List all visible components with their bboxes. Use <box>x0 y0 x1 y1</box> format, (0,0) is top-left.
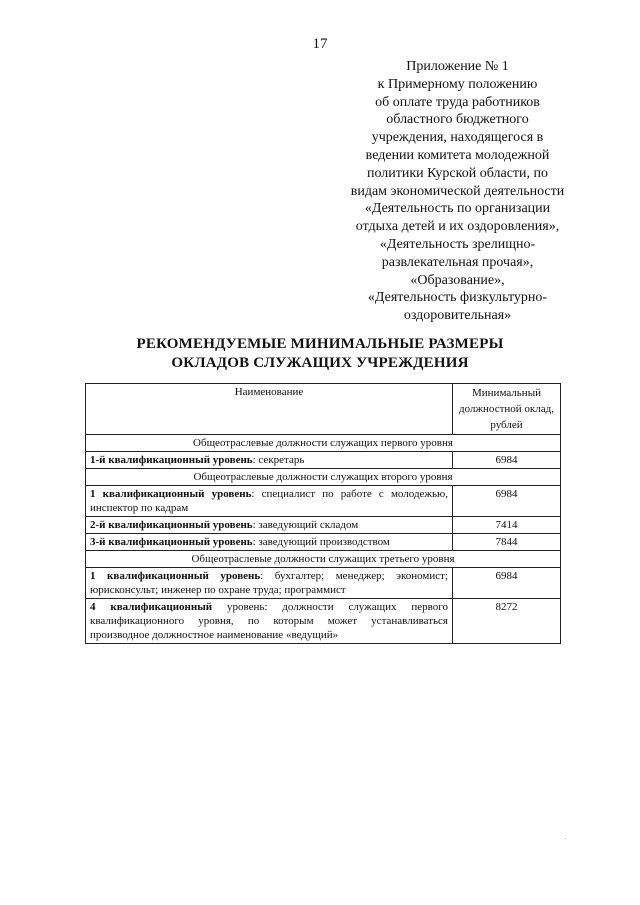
position-text: : бухгалтер; менеджер; экономист; юрисконсульт; инженер по охране труда; программист <box>90 570 448 596</box>
group-heading: Общеотраслевые должности служащих первого уровня <box>86 435 561 452</box>
table-row <box>86 517 561 534</box>
salary-value: 6984 <box>453 568 561 599</box>
group-heading: Общеотраслевые должности служащих второго уровня <box>86 469 561 486</box>
title-line-2: ОКЛАДОВ СЛУЖАЩИХ УЧРЕЖДЕНИЯ <box>171 355 469 371</box>
qualification-level: 1 квалификационный уровень <box>90 488 252 500</box>
appendix-header <box>330 58 585 325</box>
table-row <box>86 486 561 517</box>
appendix-line: отдыха детей и их оздоровления», <box>355 219 560 235</box>
qualification-level: 4 квалификационный <box>90 601 213 613</box>
appendix-line: «Деятельность по организации <box>364 201 551 217</box>
scan-speck <box>565 838 566 839</box>
qualification-level: 2-й квалификационный уровень <box>90 519 253 531</box>
title-line-1: РЕКОМЕНДУЕМЫЕ МИНИМАЛЬНЫЕ РАЗМЕРЫ <box>136 336 504 352</box>
table-row <box>86 452 561 469</box>
header-salary-line: должностной оклад, <box>459 403 554 415</box>
appendix-line: об оплате труда работников <box>375 94 540 110</box>
appendix-line: оздоровительная» <box>403 308 512 324</box>
group-row <box>86 551 561 568</box>
appendix-line: видам экономической деятельности <box>350 183 565 199</box>
table-row <box>86 568 561 599</box>
appendix-line: «Образование», <box>410 272 505 288</box>
position-description <box>86 517 453 534</box>
page-number: 17 <box>312 36 328 52</box>
appendix-line: учреждения, находящегося в <box>371 130 544 146</box>
salary-table <box>85 383 561 644</box>
table-row <box>86 534 561 551</box>
position-description <box>86 568 453 599</box>
salary-value: 7844 <box>453 534 561 551</box>
salary-value: 6984 <box>453 486 561 517</box>
appendix-line: «Деятельность физкультурно- <box>367 290 548 306</box>
appendix-line: Приложение № 1 <box>406 59 509 74</box>
position-description <box>86 599 453 644</box>
appendix-line: ведении комитета молодежной <box>365 147 550 163</box>
appendix-line: к Примерному положению <box>377 76 538 92</box>
document-title <box>0 335 640 373</box>
table-header-row <box>86 384 561 435</box>
appendix-line: развлекательная прочая», <box>381 254 534 270</box>
position-text: : заведующий складом <box>252 519 359 531</box>
qualification-level: 1 квалификационный уровень <box>90 570 261 582</box>
position-description <box>86 534 453 551</box>
position-text: уровень: должности служащих первого квалификационного уровня, по которым может устанавливаться производное должностное наименование «ведущий» <box>90 601 448 641</box>
position-text: : специалист по работе с молодежью, инспектор по кадрам <box>90 488 449 514</box>
salary-value: 8272 <box>453 599 561 644</box>
appendix-line: политики Курской области, по <box>366 165 549 181</box>
position-description <box>86 486 453 517</box>
header-salary-line: Минимальный <box>472 387 541 399</box>
table-row <box>86 599 561 644</box>
appendix-line: «Деятельность зрелищно- <box>379 236 536 252</box>
appendix-line: областного бюджетного <box>386 112 529 128</box>
salary-value: 7414 <box>453 517 561 534</box>
position-text: : заведующий производством <box>252 536 390 548</box>
group-row <box>86 435 561 452</box>
group-heading: Общеотраслевые должности служащих третьего уровня <box>86 551 561 568</box>
position-text: : секретарь <box>252 454 305 466</box>
qualification-level: 3-й квалификационный уровень <box>90 536 253 548</box>
salary-value: 6984 <box>453 452 561 469</box>
header-salary-line: рублей <box>490 419 523 431</box>
qualification-level: 1-й квалификационный уровень <box>90 454 253 466</box>
position-description <box>86 452 453 469</box>
header-salary <box>453 384 561 435</box>
header-name: Наименование <box>86 384 453 435</box>
group-row <box>86 469 561 486</box>
